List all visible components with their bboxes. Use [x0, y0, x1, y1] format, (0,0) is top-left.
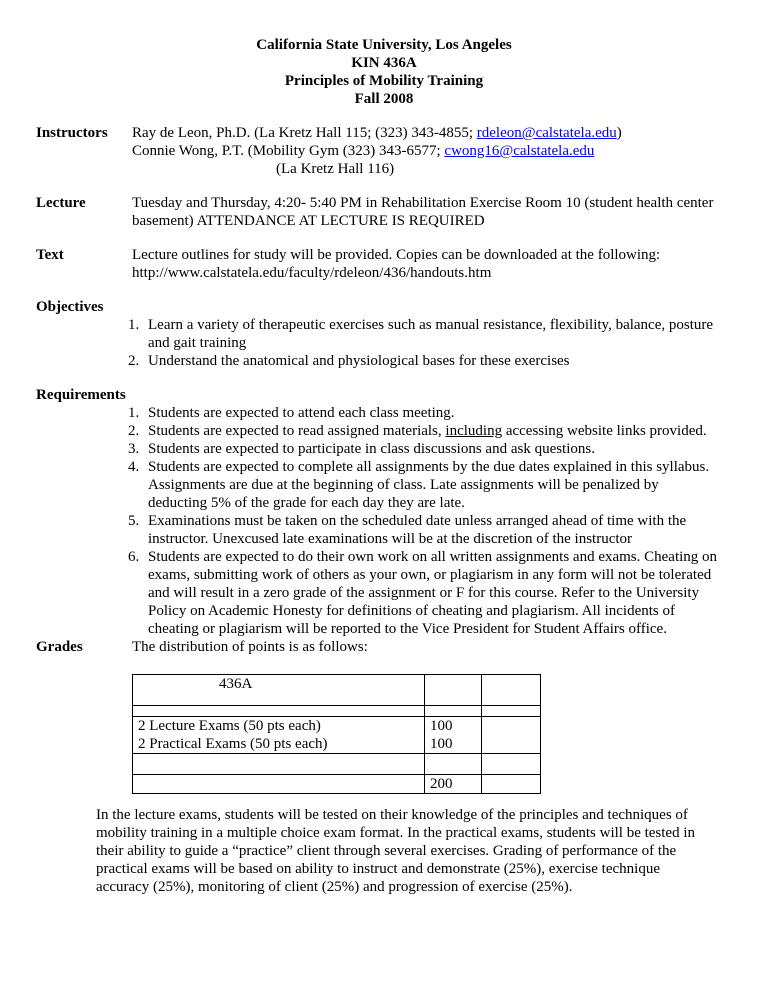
- course-title: Principles of Mobility Training: [284, 73, 484, 89]
- instructor-2: [132, 142, 732, 160]
- table-row: [133, 754, 541, 775]
- instructors-label: Instructors: [36, 125, 108, 141]
- table-cell: [482, 754, 541, 775]
- text-line-1: Lecture outlines for study will be provided. Copies can be downloaded at the following:: [132, 247, 661, 263]
- university-name: California State University, Los Angeles: [256, 37, 512, 53]
- table-cell-values: [425, 717, 482, 754]
- document-header: [0, 36, 768, 108]
- objectives-list: [128, 316, 718, 370]
- list-item: 2. Understand the anatomical and physiological bases for these exercises: [128, 353, 570, 369]
- table-row: [133, 675, 541, 706]
- course-term: Fall 2008: [354, 91, 414, 107]
- instructors-info: [132, 124, 732, 178]
- table-cell: [425, 754, 482, 775]
- table-row: [133, 717, 541, 754]
- requirements-list: [128, 404, 718, 638]
- instructor-1: [132, 124, 732, 142]
- underlined-word: including: [445, 423, 503, 439]
- instructor-2-office: (La Kretz Hall 116): [276, 161, 395, 177]
- table-cell: [425, 706, 482, 717]
- table-row: [133, 706, 541, 717]
- lecture-line-2: basement) ATTENDANCE AT LECTURE IS REQUIRED: [132, 213, 485, 229]
- list-item: 2. Students are expected to read assigned materials, including accessing website links provided.: [128, 423, 707, 439]
- lecture-label: Lecture: [36, 195, 86, 211]
- table-total: 200: [425, 775, 482, 794]
- table-cell: [482, 706, 541, 717]
- course-code: KIN 436A: [351, 55, 417, 71]
- row-label-practical-exams: 2 Practical Exams (50 pts each): [138, 736, 328, 752]
- grading-paragraph: In the lecture exams, students will be tested on their knowledge of the principles and techniques of mobility training in a multiple choice exam format. In the practical exams, students will be tested in their ability to guide a “practice” client through several exercises. Grading of performance of the practical exams will be based on ability to instruct and demonstrate (25%), exercise technique accuracy (25%), monitoring of client (25%) and progression of exercise (25%).: [96, 807, 696, 895]
- grades-label: Grades: [36, 639, 83, 655]
- table-row: [133, 775, 541, 794]
- table-cell: [133, 775, 425, 794]
- instructor-1-close: ): [616, 125, 622, 141]
- list-item: 6. Students are expected to do their own work on all written assignments and exams. Cheating on exams, submitting work of others as your own, or plagiarism in any form will not be tolerated and will result in a zero grade of the assignment or F for this course. Refer to the University Policy on Academic Honesty for definitions of cheating and plagiarism. All incidents of cheating or plagiarism will be reported to the Vice President for Student Affairs office.: [128, 549, 718, 637]
- instructor-2-email-link[interactable]: cwong16@calstatela.edu: [444, 143, 595, 159]
- instructor-2-text: Connie Wong, P.T. (Mobility Gym (323) 343-6577;: [132, 143, 445, 159]
- table-cell: [482, 775, 541, 794]
- objectives-label: Objectives: [36, 299, 104, 315]
- text-info: [132, 246, 732, 282]
- lecture-line-1: Tuesday and Thursday, 4:20- 5:40 PM in Rehabilitation Exercise Room 10 (student health center: [132, 195, 714, 211]
- table-heading: 436A: [133, 675, 425, 706]
- table-cell: [425, 675, 482, 706]
- text-url: http://www.calstatela.edu/faculty/rdeleon/436/handouts.htm: [132, 265, 492, 281]
- list-item: 3. Students are expected to participate in class discussions and ask questions.: [128, 441, 595, 457]
- list-item: 4. Students are expected to complete all assignments by the due dates explained in this syllabus. Assignments are due at the beginning of class. Late assignments will be penalized by deducting 5% of the grade for each day they are late.: [128, 459, 710, 511]
- instructor-1-text: Ray de Leon, Ph.D. (La Kretz Hall 115; (323) 343-4855;: [132, 125, 477, 141]
- table-cell: [482, 717, 541, 754]
- list-item: 5. Examinations must be taken on the scheduled date unless arranged ahead of time with the instructor. Unexcused late examinations will be at the discretion of the instructor: [128, 513, 687, 547]
- requirements-label: Requirements: [36, 387, 126, 403]
- grades-intro: The distribution of points is as follows:: [132, 639, 368, 655]
- row-value-practical-exams: 100: [430, 736, 453, 752]
- lecture-info: [132, 194, 732, 230]
- list-item: 1. Learn a variety of therapeutic exercises such as manual resistance, flexibility, balance, posture and gait training: [128, 317, 714, 351]
- list-item: 1. Students are expected to attend each class meeting.: [128, 405, 455, 421]
- row-label-lecture-exams: 2 Lecture Exams (50 pts each): [138, 718, 321, 734]
- table-cell: [133, 706, 425, 717]
- table-cell-labels: [133, 717, 425, 754]
- text-label: Text: [36, 247, 64, 263]
- table-cell: [133, 754, 425, 775]
- instructor-1-email-link[interactable]: rdeleon@calstatela.edu: [476, 125, 617, 141]
- points-table: [132, 674, 541, 794]
- row-value-lecture-exams: 100: [430, 718, 453, 734]
- table-cell: [482, 675, 541, 706]
